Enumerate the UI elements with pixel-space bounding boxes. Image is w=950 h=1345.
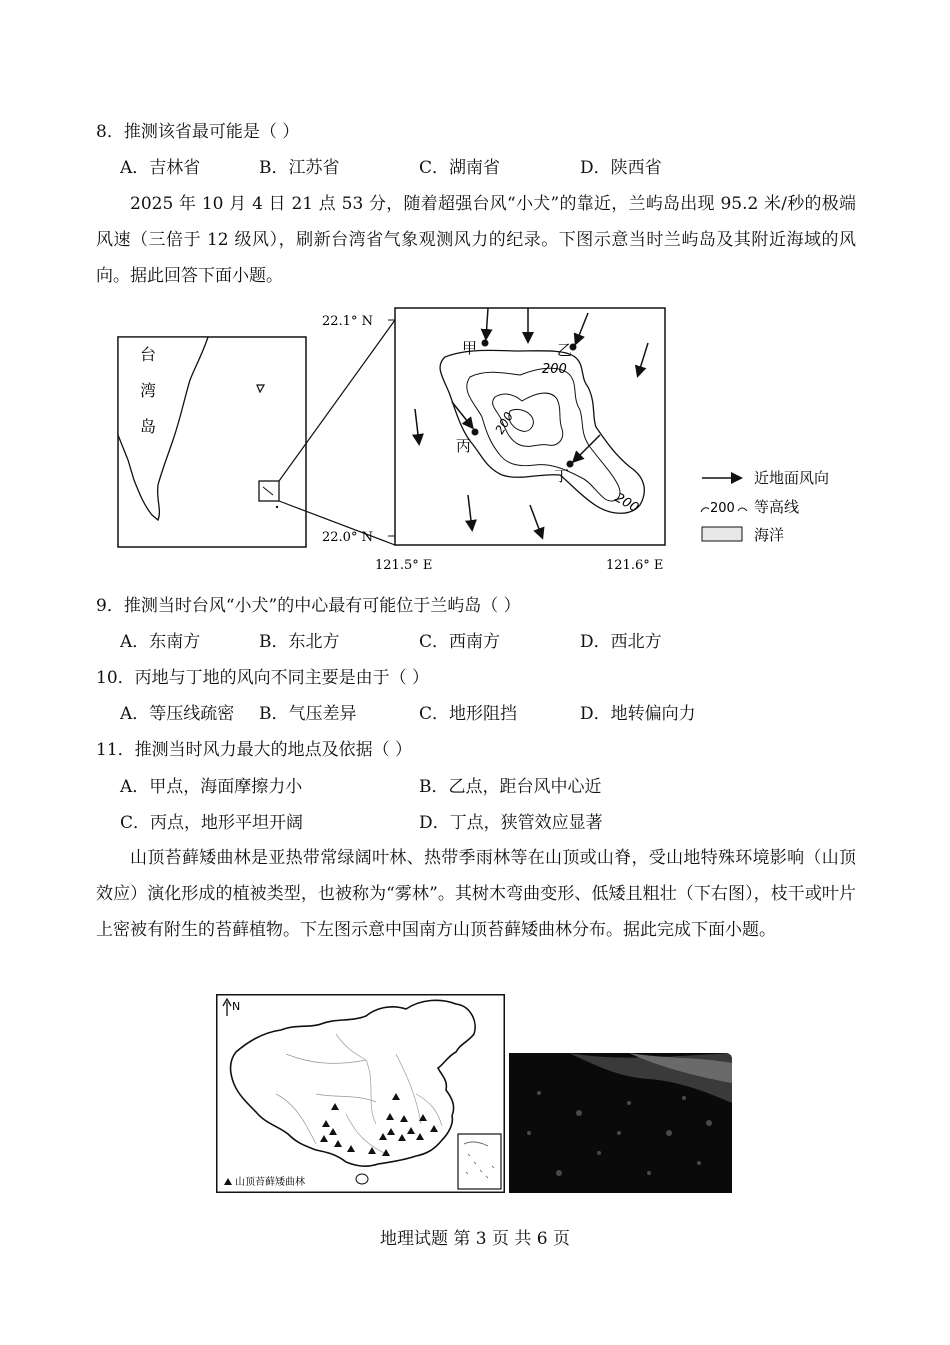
- q8-option-c: C．湖南省: [419, 158, 501, 178]
- passage-typhoon: 2025 年 10 月 4 日 21 点 53 分，随着超强台风“小犬”的靠近，兰屿岛出现 95.2 米/秒的极端风速（三倍于 12 级风），刷新台湾省气象观测风力的纪录。下图示意当时兰屿岛及其附近海域的风向。据此回答下面小题。: [96, 194, 856, 286]
- china-map-svg: [216, 994, 505, 1193]
- q9-option-d: D．西北方: [580, 632, 662, 652]
- q11-option-c: C．丙点，地形平坦开阔: [120, 813, 304, 833]
- map-legend-label: 山顶苔藓矮曲林: [235, 1177, 305, 1188]
- q8-option-b: B．江苏省: [259, 158, 340, 178]
- contour-label-1: 200: [542, 362, 567, 377]
- lat-bottom-label: 22.0° N: [322, 530, 373, 545]
- figure-lanyu-svg: [110, 305, 850, 580]
- legend-contour-sample: 200: [710, 501, 735, 516]
- figure-lanyu-wind-map: [110, 305, 850, 580]
- legend-contour-left: [701, 508, 709, 512]
- q10-option-b: B．气压差异: [259, 704, 357, 724]
- q10-option-c: C．地形阻挡: [419, 704, 518, 724]
- q11-option-b: B．乙点，距台风中心近: [419, 777, 602, 797]
- legend-contour-right: [738, 508, 747, 511]
- figure-cloud-forest-photo: [509, 1053, 732, 1193]
- q8-option-a: A．吉林省: [120, 158, 201, 178]
- q10-option-a: A．等压线疏密: [120, 704, 235, 724]
- q9-option-a: A．东南方: [120, 632, 201, 652]
- q11-option-a: A．甲点，海面摩擦力小: [120, 777, 303, 797]
- q11-stem: 11．推测当时风力最大的地点及依据（ ）: [96, 740, 413, 760]
- lon-left-label: 121.5° E: [375, 558, 433, 573]
- page-footer: 地理试题 第 3 页 共 6 页: [379, 1229, 571, 1249]
- lon-right-label: 121.6° E: [606, 558, 664, 573]
- svg-text:岛: 岛: [140, 417, 157, 436]
- point-jia-label: 甲: [462, 339, 478, 357]
- legend-ocean-label: 海洋: [754, 526, 785, 544]
- taiwan-island-label: [140, 345, 156, 436]
- q9-option-b: B．东北方: [259, 632, 340, 652]
- point-bing: [472, 429, 479, 436]
- contour-label-2: 200: [492, 409, 517, 437]
- legend-ocean-swatch: [702, 527, 742, 541]
- south-china-sea-inset: [458, 1134, 501, 1189]
- north-label: N: [232, 1000, 241, 1013]
- q9-stem: 9．推测当时台风“小犬”的中心最有可能位于兰屿岛（ ）: [96, 596, 521, 616]
- point-ding-label: 丁: [554, 467, 570, 485]
- legend-wind-label: 近地面风向: [754, 469, 830, 487]
- point-bing-label: 丙: [456, 437, 472, 455]
- point-yi-label: 乙: [557, 341, 573, 359]
- lat-top-label: 22.1° N: [322, 314, 373, 329]
- contour-label-3: 200: [612, 490, 642, 516]
- q10-option-d: D．地转偏向力: [580, 704, 696, 724]
- q8-stem: 8．推测该省最可能是（ ）: [96, 122, 300, 142]
- q11-option-d: D．丁点，狭管效应显著: [419, 813, 603, 833]
- q10-stem: 10．丙地与丁地的风向不同主要是由于（ ）: [96, 668, 430, 688]
- svg-text:台: 台: [140, 345, 157, 364]
- svg-text:湾: 湾: [140, 381, 157, 400]
- legend-contour-label: 等高线: [754, 498, 800, 516]
- cloud-forest-photo-svg: [509, 1053, 732, 1193]
- q8-option-d: D．陕西省: [580, 158, 662, 178]
- q9-option-c: C．西南方: [419, 632, 501, 652]
- figure-china-distribution-map: [216, 994, 505, 1193]
- point-jia: [482, 340, 489, 347]
- passage-cloud-forest: 山顶苔藓矮曲林是亚热带常绿阔叶林、热带季雨林等在山顶或山脊，受山地特殊环境影响（山顶效应）演化形成的植被类型，也被称为“雾林”。其树木弯曲变形、低矮且粗壮（下右图），枝干或叶片上密被有附生的苔藓植物。下左图示意中国南方山顶苔藓矮曲林分布。据此完成下面小题。: [96, 848, 856, 940]
